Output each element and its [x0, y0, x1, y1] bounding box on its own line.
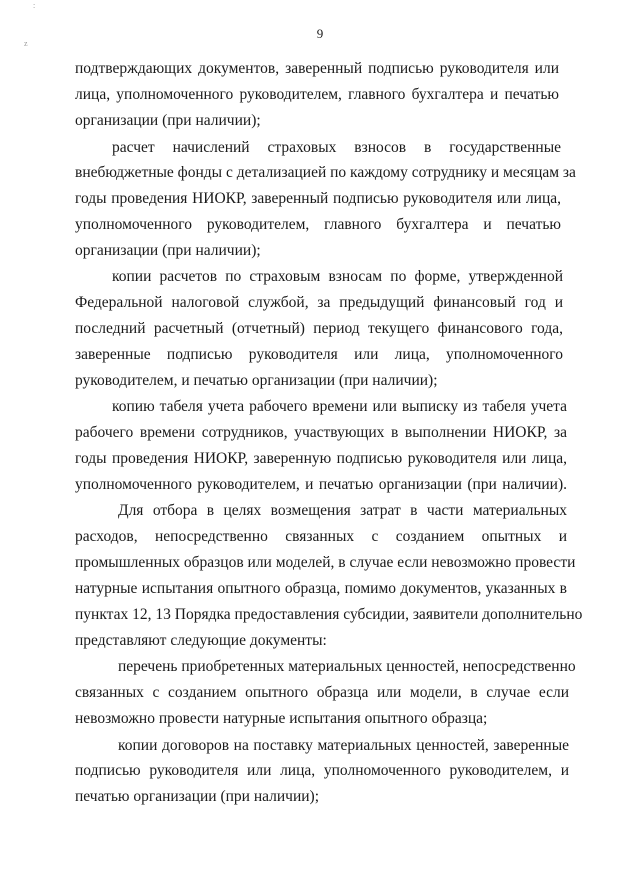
- page-number: 9: [316, 26, 324, 41]
- text-line: подписью руководителя или лица, уполномоченного руководителем, и: [75, 762, 569, 779]
- text-line: пунктах 12, 13 Порядка предоставления субсидии, заявители дополнительно: [75, 606, 583, 623]
- text-line: внебюджетные фонды с детализацией по каждому сотруднику и месяцам за: [75, 164, 576, 181]
- text-line: натурные испытания опытного образца, помимо документов, указанных в: [75, 580, 567, 597]
- text-line: руководителем, и печатью организации (при наличии);: [75, 372, 438, 389]
- text-line: заверенные подписью руководителя или лица, уполномоченного: [75, 346, 563, 363]
- scan-mark-top: :: [33, 1, 36, 10]
- text-line: уполномоченного руководителем, главного бухгалтера и печатью: [75, 216, 561, 233]
- text-line: подтверждающих документов, заверенный подписью руководителя или: [75, 60, 559, 77]
- text-line: печатью организации (при наличии);: [75, 788, 320, 805]
- text-line: копии договоров на поставку материальных ценностей, заверенные: [118, 737, 569, 754]
- text-line: годы проведения НИОКР, заверенную подписью руководителя или лица,: [75, 450, 567, 467]
- text-line: перечень приобретенных материальных ценностей, непосредственно: [118, 658, 576, 675]
- text-line: копию табеля учета рабочего времени или выписку из табеля учета: [112, 398, 567, 415]
- text-line: расчет начислений страховых взносов в государственные: [112, 139, 561, 156]
- text-line: годы проведения НИОКР, заверенный подписью руководителя или лица,: [75, 190, 561, 207]
- text-line: последний расчетный (отчетный) период текущего финансового года,: [75, 320, 563, 337]
- text-line: лица, уполномоченного руководителем, главного бухгалтера и печатью: [75, 86, 559, 103]
- text-line: представляют следующие документы:: [75, 632, 327, 649]
- text-line: уполномоченного руководителем, и печатью организации (при наличии).: [75, 476, 567, 493]
- scan-mark-left: z: [24, 39, 28, 48]
- text-line: копии расчетов по страховым взносам по форме, утвержденной: [112, 268, 563, 285]
- text-line: Федеральной налоговой службой, за предыдущий финансовый год и: [75, 294, 563, 311]
- text-line: связанных с созданием опытного образца или модели, в случае если: [75, 684, 569, 701]
- text-line: организации (при наличии);: [75, 112, 261, 129]
- text-line: расходов, непосредственно связанных с созданием опытных и: [75, 528, 567, 545]
- text-line: невозможно провести натурные испытания опытного образца;: [75, 710, 488, 727]
- text-line: организации (при наличии);: [75, 242, 261, 259]
- text-line: рабочего времени сотрудников, участвующих в выполнении НИОКР, за: [75, 424, 567, 441]
- text-line: Для отбора в целях возмещения затрат в части материальных: [118, 502, 567, 519]
- text-line: промышленных образцов или моделей, в случае если невозможно провести: [75, 554, 576, 571]
